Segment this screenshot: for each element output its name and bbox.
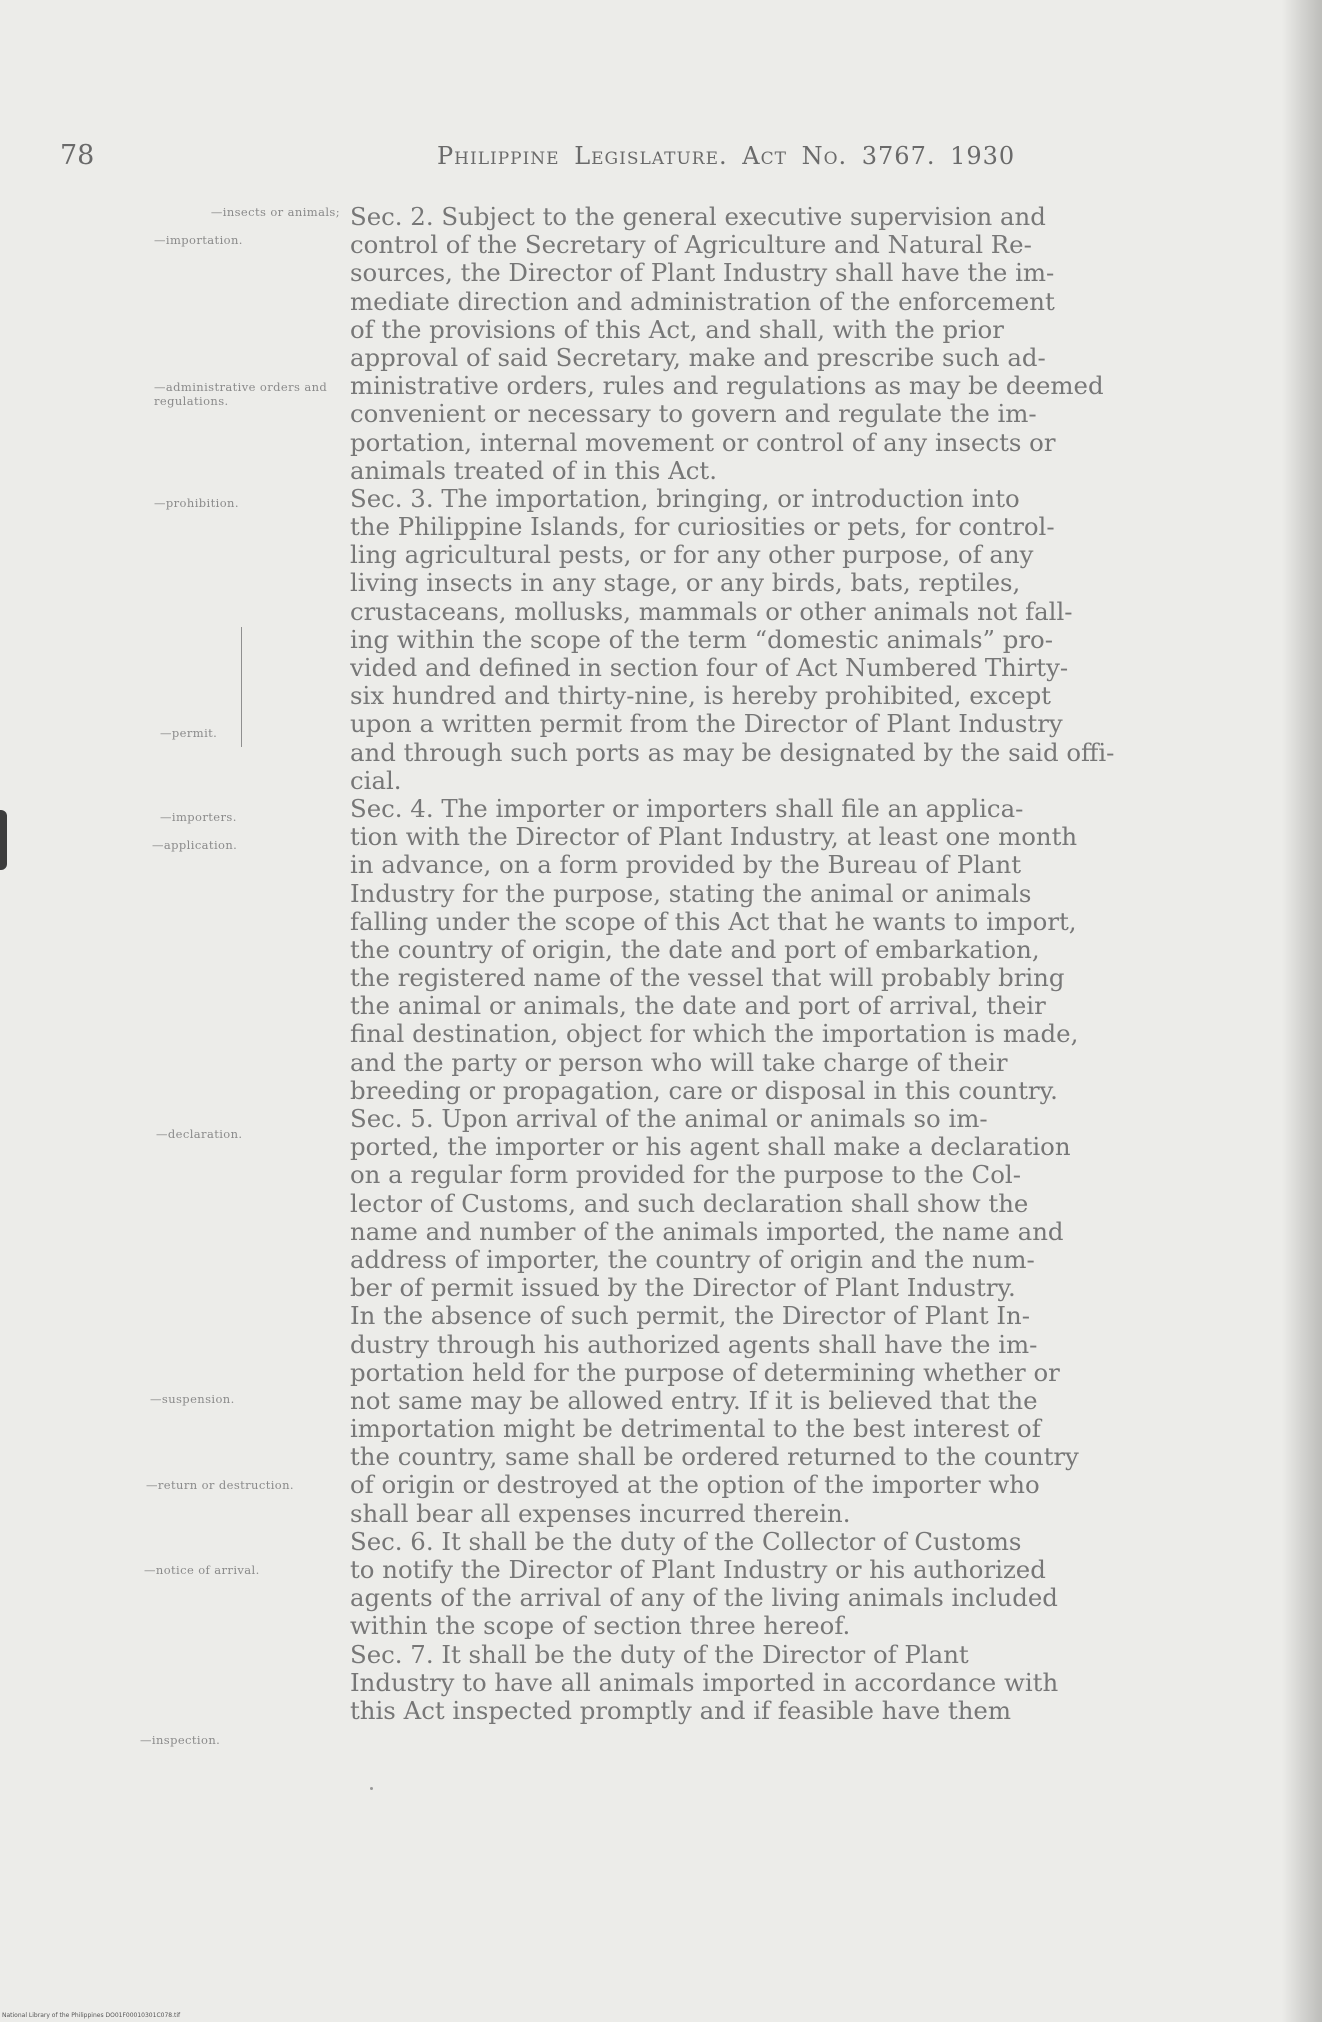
text-line: portation, internal movement or control of any insects or <box>350 428 1056 457</box>
margin-note: —application. <box>152 838 238 852</box>
text-line: within the scope of section three hereof. <box>350 1612 851 1641</box>
text-line: of origin or destroyed at the option of the importer who <box>350 1471 1040 1500</box>
text-line: portation held for the purpose of determining whether or <box>350 1358 1060 1387</box>
margin-note: —administrative orders and regulations. <box>154 380 328 408</box>
text-line: breeding or propagation, care or disposal in this country. <box>350 1076 1058 1105</box>
margin-note: —importation. <box>154 233 243 247</box>
text-line: the registered name of the vessel that will probably bring <box>350 964 1065 993</box>
text-line: on a regular form provided for the purpose to the Col- <box>350 1161 1021 1190</box>
text-line: ministrative orders, rules and regulations as may be deemed <box>350 372 1104 401</box>
text-line: Industry for the purpose, stating the animal or animals <box>350 879 1032 908</box>
margin-note: —inspection. <box>140 1733 221 1747</box>
margin-note: —importers. <box>160 810 237 824</box>
text-line: and through such ports as may be designated by the said offi- <box>350 738 1115 767</box>
margin-note: —permit. <box>160 726 218 740</box>
text-line: Sec. 6. It shall be the duty of the Collector of Customs <box>350 1527 1022 1556</box>
margin-bracket-line <box>241 627 242 747</box>
text-line: ported, the importer or his agent shall make a declaration <box>350 1133 1071 1162</box>
text-line: and the party or person who will take charge of their <box>350 1048 1008 1077</box>
text-line: not same may be allowed entry. If it is believed that the <box>350 1386 1038 1415</box>
text-line: this Act inspected promptly and if feasible have them <box>350 1696 1011 1725</box>
text-line: tion with the Director of Plant Industry, at least one month <box>350 823 1078 852</box>
scan-binding-mark <box>0 810 7 870</box>
text-line: vided and defined in section four of Act Numbered Thirty- <box>350 654 1069 682</box>
text-line: of the provisions of this Act, and shall, with the prior <box>350 315 1004 344</box>
margin-note: —notice of arrival. <box>144 1563 260 1577</box>
text-line: falling under the scope of this Act that he wants to import, <box>350 907 1077 936</box>
text-line: ber of permit issued by the Director of Plant Industry. <box>350 1274 1016 1303</box>
text-line: cial. <box>350 766 402 795</box>
text-line: approval of said Secretary, make and prescribe such ad- <box>350 343 1046 372</box>
text-line: agents of the arrival of any of the living animals included <box>350 1584 1058 1613</box>
text-line: crustaceans, mollusks, mammals or other animals not fall- <box>350 597 1073 626</box>
text-line: in advance, on a form provided by the Bureau of Plant <box>350 851 1021 880</box>
text-line: the animal or animals, the date and port of arrival, their <box>350 992 1046 1021</box>
margin-note: —return or destruction. <box>146 1478 294 1492</box>
text-line: final destination, object for which the importation is made, <box>350 1020 1079 1049</box>
text-line: lector of Customs, and such declaration shall show the <box>350 1189 1029 1218</box>
text-line: control of the Secretary of Agriculture and Natural Re- <box>350 231 1032 260</box>
margin-note: —insects or animals; <box>210 205 340 219</box>
text-line: sources, the Director of Plant Industry shall have the im- <box>350 259 1055 288</box>
running-title: Philippine Legislature. Act No. 3767. 1930 <box>437 142 1016 170</box>
text-line: shall bear all expenses incurred therein. <box>350 1499 851 1528</box>
text-line: upon a written permit from the Director of Plant Industry <box>350 710 1063 739</box>
page-edge-shadow <box>1282 0 1322 2022</box>
text-line: ing within the scope of the term “domestic animals” pro- <box>350 625 1053 654</box>
margin-note: —declaration. <box>156 1127 243 1141</box>
text-line: animals treated of in this Act. <box>350 456 717 485</box>
margin-note: —prohibition. <box>154 496 239 510</box>
text-line: Sec. 3. The importation, bringing, or introduction into <box>350 484 1020 513</box>
text-line: dustry through his authorized agents shall have the im- <box>350 1330 1038 1359</box>
text-line: importation might be detrimental to the best interest of <box>350 1415 1041 1444</box>
text-line: convenient or necessary to govern and regulate the im- <box>350 400 1037 429</box>
page-number: 78 <box>60 140 95 171</box>
text-line: six hundred and thirty-nine, is hereby prohibited, except <box>350 682 1051 711</box>
text-line: living insects in any stage, or any birds, bats, reptiles, <box>350 569 1021 598</box>
text-line: Sec. 5. Upon arrival of the animal or animals so im- <box>350 1105 988 1133</box>
text-line: Industry to have all animals imported in accordance with <box>350 1668 1059 1697</box>
text-line: the country of origin, the date and port of embarkation, <box>350 935 1040 964</box>
text-line: name and number of the animals imported, the name and <box>350 1217 1064 1246</box>
text-line: ling agricultural pests, or for any other purpose, of any <box>350 541 1034 570</box>
margin-notes <box>130 0 340 2000</box>
body-text <box>350 203 1172 1725</box>
text-line: mediate direction and administration of the enforcement <box>350 287 1055 316</box>
text-line: the country, same shall be ordered returned to the country <box>350 1443 1079 1472</box>
text-line: the Philippine Islands, for curiosities or pets, for control- <box>350 513 1055 542</box>
text-line: In the absence of such permit, the Director of Plant In- <box>350 1302 1030 1331</box>
speck <box>370 1787 373 1790</box>
scan-footer: National Library of the Philippines DO01F00010301C078.tif <box>2 2012 181 2019</box>
margin-note: —suspension. <box>150 1392 235 1406</box>
text-line: to notify the Director of Plant Industry or his authorized <box>350 1556 1046 1584</box>
text-line: Sec. 7. It shall be the duty of the Director of Plant <box>350 1640 969 1669</box>
text-line: address of importer, the country of origin and the num- <box>350 1245 1035 1274</box>
text-line: Sec. 2. Subject to the general executive supervision and <box>350 203 1046 231</box>
text-line: Sec. 4. The importer or importers shall file an applica- <box>350 794 1024 823</box>
